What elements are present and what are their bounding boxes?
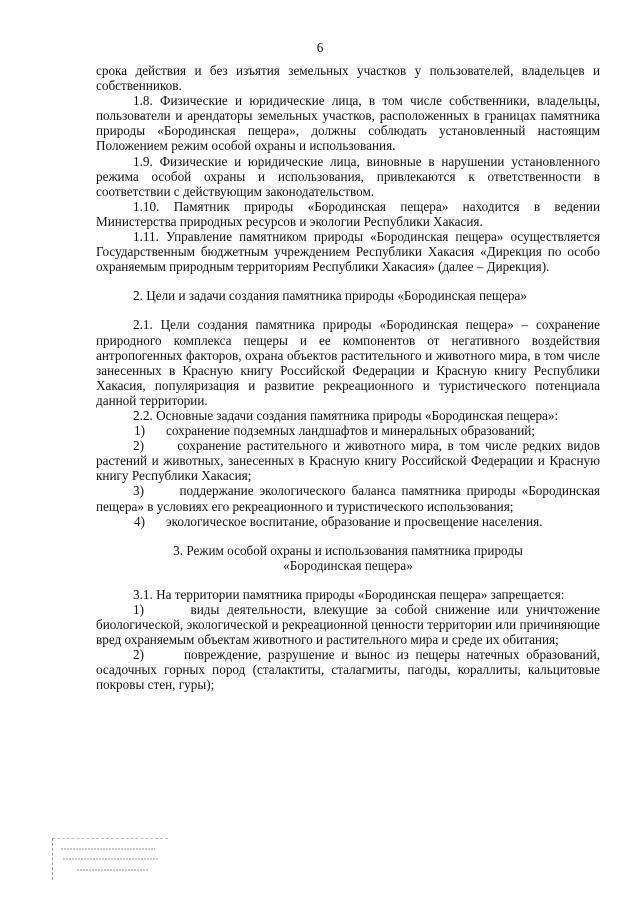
list-item xyxy=(96,514,600,529)
list-item-text: виды деятельности, влекущие за собой снижение или уничтожение биологической, экологической и рекреационной ценности территории или причиняющие вред охраняемым объектам животного и растительного мира и среде их обитания; xyxy=(96,602,600,648)
list-item xyxy=(96,647,600,692)
section-heading-2: 2. Цели и задачи создания памятника природы «Бородинская пещера» xyxy=(133,288,527,304)
paragraph-1-8: 1.8. Физические и юридические лица, в том числе собственники, владельцы, пользователи и арендаторы земельных участков, расположенных в границах памятника природы «Бородинская пещера», должны соблюдать установленный настоящим Положением режим особой охраны и использования. xyxy=(96,93,600,154)
paragraph-1-11: 1.11. Управление памятником природы «Бородинская пещера» осуществляется Государственным бюджетным учреждением Республики Хакасия «Дирекция по особо охраняемым природным территориям Республики Хакасия» (далее – Дирекция). xyxy=(96,229,600,275)
list-item-text: повреждение, разрушение и вынос из пещеры натечных образований, осадочных горных пород (сталактиты, сталагмиты, пагоды, кораллиты, кальцитовые покровы стен, гуры); xyxy=(96,647,600,693)
list-item-number: 2) xyxy=(133,438,144,454)
tasks-list xyxy=(96,423,600,529)
list-item-number: 1) xyxy=(133,602,144,617)
paragraph-3-1: 3.1. На территории памятника природы «Бородинская пещера» запрещается: xyxy=(133,586,565,602)
section-heading-3-line2: «Бородинская пещера» xyxy=(283,557,413,573)
list-item-text: сохранение подземных ландшафтов и минеральных образований; xyxy=(166,423,536,439)
list-item xyxy=(96,438,600,483)
document-body xyxy=(96,63,600,693)
faded-stamp-image xyxy=(52,838,168,880)
section-heading-3-line1: 3. Режим особой охраны и использования памятника природы xyxy=(173,542,523,558)
list-item-text: поддержание экологического баланса памятника природы «Бородинская пещера» в условиях его рекреационного и туристического использования; xyxy=(96,483,600,514)
list-item-number: 3) xyxy=(133,483,144,499)
list-item xyxy=(96,483,600,513)
page-number: 6 xyxy=(316,40,324,55)
stamp-scribble-icon xyxy=(59,843,163,877)
paragraph-1-10: 1.10. Памятник природы «Бородинская пещера» находится в ведении Министерства природных ресурсов и экологии Республики Хакасия. xyxy=(96,198,600,229)
section-heading-3 xyxy=(96,543,600,573)
paragraph-1-9: 1.9. Физические и юридические лица, виновные в нарушении установленного режима особой охраны и использования, привлекаются к ответственности в соответствии с действующим законодательством. xyxy=(96,153,600,199)
paragraph-continuation: срока действия и без изъятия земельных участков у пользователей, владельцев и собственников. xyxy=(96,63,600,94)
list-item-number: 4) xyxy=(134,513,145,529)
list-item xyxy=(96,423,600,438)
prohibitions-list xyxy=(96,602,600,693)
list-item-text: сохранение растительного и животного мира, в том числе редких видов растений и животных, занесенных в Красную книгу Российской Федерации и Красную книгу Республики Хакасия; xyxy=(96,438,600,484)
paragraph-2-2: 2.2. Основные задачи создания памятника природы «Бородинская пещера»: xyxy=(133,407,559,423)
list-item-text: экологическое воспитание, образование и просвещение населения. xyxy=(166,513,543,529)
list-item xyxy=(96,602,600,647)
paragraph-2-1: 2.1. Цели создания памятника природы «Бородинская пещера» – сохранение природного комплекса пещеры и ее компонентов от негативного воздействия антропогенных факторов, охрана объектов растительного и животного мира, в том числе занесенных в Красную книгу Российской Федерации и Красную книгу Республики Хакасия, популяризация и развитие рекреационного и туристического потенциала данной территории. xyxy=(96,317,600,408)
list-item-number: 2) xyxy=(133,647,144,663)
list-item-number: 1) xyxy=(134,423,145,439)
